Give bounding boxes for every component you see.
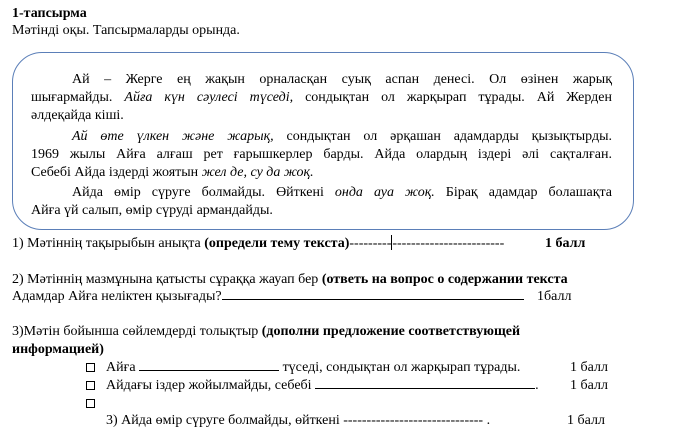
task-title: 1-тапсырма <box>12 6 87 21</box>
question-3-item-2: Айдағы іздер жойылмайды, себебі . <box>106 378 539 393</box>
text-line: Ай өте үлкен және жарық, сондықтан ол әрқашан адамдарды қызықтырды. <box>72 129 612 144</box>
task-instruction: Мәтінді оқы. Тапсырмаларды орында. <box>12 23 240 38</box>
question-1: 1) Мәтіннің тақырыбын анықта (определи тему текста)--------------------------------- <box>12 236 505 251</box>
answer-blank[interactable] <box>222 288 524 300</box>
question-3-item-1: Айға түседі, сондықтан ол жарқырап тұрады. <box>106 360 521 375</box>
question-1-score: 1 балл <box>545 236 586 251</box>
question-2-line: Адамдар Айға неліктен қызығады? <box>12 288 524 305</box>
question-2-score: 1балл <box>537 289 572 304</box>
checkbox-bullet[interactable] <box>86 363 95 372</box>
answer-blank[interactable] <box>139 359 279 371</box>
question-3-item-1-score: 1 балл <box>570 360 608 375</box>
text-line: Себебі Айда іздерді жоятын жел де, су да жоқ. <box>31 165 314 180</box>
text-line: Айға үй салып, өмір сүруді армандайды. <box>31 203 273 218</box>
answer-blank[interactable] <box>315 377 535 389</box>
question-3-item-3: 3) Айда өмір сүруге болмайды, өйткені ------------------------------ . <box>106 413 491 428</box>
question-3-item-2-score: 1 балл <box>570 378 608 393</box>
text-line: Ай – Жерге ең жақын орналасқан суық аспан денесі. Ол өзінен жарық <box>72 72 612 87</box>
text-line: 1969 жылы Айға алғаш рет ғарышкерлер барды. Айда олардың іздері әлі сақталған. <box>31 147 612 162</box>
checkbox-bullet[interactable] <box>86 381 95 390</box>
question-3-item-3-score: 1 балл <box>567 413 605 428</box>
text-line: Айда өмір сүруге болмайды. Өйткені онда ауа жоқ. Бірақ адамдар болашақта <box>72 185 612 200</box>
text-line: шығармайды. Айға күн сәулесі түседі, сондықтан ол жарқырап тұрады. Ай Жерден <box>31 90 612 105</box>
question-3-cont: информацией) <box>12 342 104 357</box>
question-3: 3)Мәтін бойынша сөйлемдерді толықтыр (дополни предложение соответствующей <box>12 324 521 339</box>
question-2: 2) Мәтіннің мазмұнына қатысты сұраққа жауап бер (ответь на вопрос о содержании текста <box>12 272 568 287</box>
text-line: әлдеқайда кіші. <box>31 108 124 123</box>
checkbox-bullet[interactable] <box>86 399 95 408</box>
